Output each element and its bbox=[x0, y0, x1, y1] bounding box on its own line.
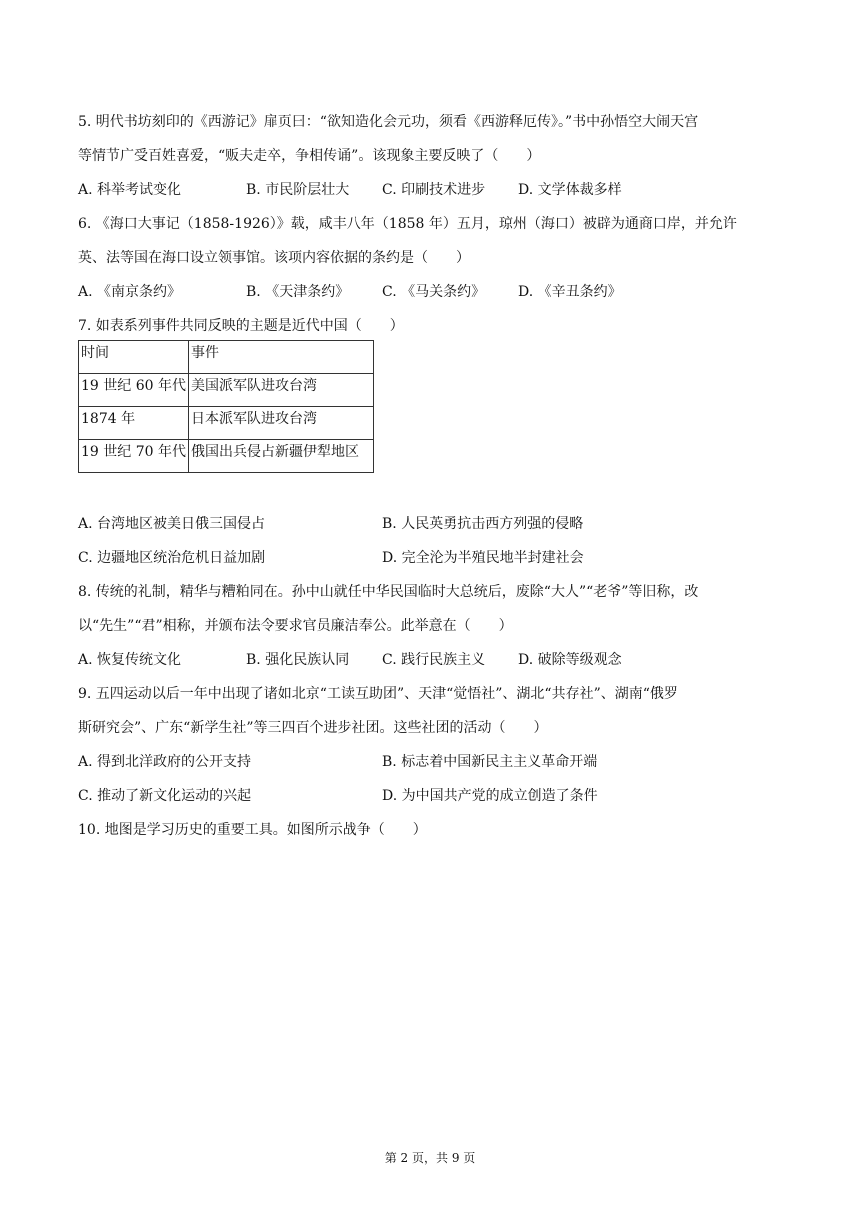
table-cell-time: 19 世纪 70 年代 bbox=[79, 440, 189, 473]
q5-option-d[interactable]: D. 文学体裁多样 bbox=[518, 182, 622, 198]
q8-stem-line2: 以“先生”“君”相称，并颁布法令要求官员廉洁奉公。此举意在（ ） bbox=[78, 618, 513, 634]
q7-events-table bbox=[78, 340, 374, 473]
q7-option-d[interactable]: D. 完全沦为半殖民地半封建社会 bbox=[382, 550, 584, 566]
q9-option-d[interactable]: D. 为中国共产党的成立创造了条件 bbox=[382, 788, 598, 804]
q7-option-b[interactable]: B. 人民英勇抗击西方列强的侵略 bbox=[382, 516, 584, 532]
q5-stem-line2: 等情节广受百姓喜爱，“贩夫走卒，争相传诵”。该现象主要反映了（ ） bbox=[78, 148, 541, 164]
q9-option-b[interactable]: B. 标志着中国新民主主义革命开端 bbox=[382, 754, 598, 770]
table-header-row bbox=[79, 341, 374, 374]
q7-option-c[interactable]: C. 边疆地区统治危机日益加剧 bbox=[78, 550, 266, 566]
table-row bbox=[79, 407, 374, 440]
table-header-time: 时间 bbox=[79, 341, 189, 374]
q8-option-b[interactable]: B. 强化民族认同 bbox=[246, 652, 350, 668]
q7-stem-line1: 7. 如表系列事件共同反映的主题是近代中国（ ） bbox=[78, 318, 404, 334]
table-cell-event: 日本派军队进攻台湾 bbox=[188, 407, 373, 440]
q5-option-c[interactable]: C. 印刷技术进步 bbox=[382, 182, 486, 198]
q9-stem-line2: 斯研究会”、广东“新学生社”等三四百个进步社团。这些社团的活动（ ） bbox=[78, 720, 548, 736]
table-row bbox=[79, 440, 374, 473]
q6-option-b[interactable]: B. 《天津条约》 bbox=[246, 284, 350, 300]
q8-option-d[interactable]: D. 破除等级观念 bbox=[518, 652, 622, 668]
q9-option-c[interactable]: C. 推动了新文化运动的兴起 bbox=[78, 788, 252, 804]
page-number-footer: 第 2 页，共 9 页 bbox=[384, 1151, 476, 1165]
q10-stem-line1: 10. 地图是学习历史的重要工具。如图所示战争（ ） bbox=[78, 822, 427, 838]
q5-stem-line1: 5. 明代书坊刻印的《西游记》扉页曰：“欲知造化会元功，须看《西游释厄传》。”书中孙悟空大闹天宫 bbox=[78, 114, 699, 130]
table-cell-time: 19 世纪 60 年代 bbox=[79, 374, 189, 407]
q5-option-a[interactable]: A. 科举考试变化 bbox=[78, 182, 182, 198]
q9-option-a[interactable]: A. 得到北洋政府的公开支持 bbox=[78, 754, 252, 770]
q9-stem-line1: 9. 五四运动以后一年中出现了诸如北京“工读互助团”、天津“觉悟社”、湖北“共存社”、湖南“俄罗 bbox=[78, 686, 678, 702]
q6-option-d[interactable]: D. 《辛丑条约》 bbox=[518, 284, 622, 300]
q6-stem-line2: 英、法等国在海口设立领事馆。该项内容依据的条约是（ ） bbox=[78, 250, 470, 266]
q8-option-c[interactable]: C. 践行民族主义 bbox=[382, 652, 486, 668]
table-cell-time: 1874 年 bbox=[79, 407, 189, 440]
table-header-event: 事件 bbox=[188, 341, 373, 374]
q8-option-a[interactable]: A. 恢复传统文化 bbox=[78, 652, 182, 668]
q6-option-a[interactable]: A. 《南京条约》 bbox=[78, 284, 182, 300]
table-cell-event: 俄国出兵侵占新疆伊犁地区 bbox=[188, 440, 373, 473]
q6-option-c[interactable]: C. 《马关条约》 bbox=[382, 284, 486, 300]
q6-stem-line1: 6. 《海口大事记（1858-1926）》载，咸丰八年（1858 年）五月，琼州（海口）被辟为通商口岸，并允许 bbox=[78, 216, 737, 232]
table-row bbox=[79, 374, 374, 407]
q7-option-a[interactable]: A. 台湾地区被美日俄三国侵占 bbox=[78, 516, 266, 532]
q5-option-b[interactable]: B. 市民阶层壮大 bbox=[246, 182, 350, 198]
table-cell-event: 美国派军队进攻台湾 bbox=[188, 374, 373, 407]
q8-stem-line1: 8. 传统的礼制，精华与糟粕同在。孙中山就任中华民国临时大总统后，废除“大人”“老爷”等旧称，改 bbox=[78, 584, 699, 600]
